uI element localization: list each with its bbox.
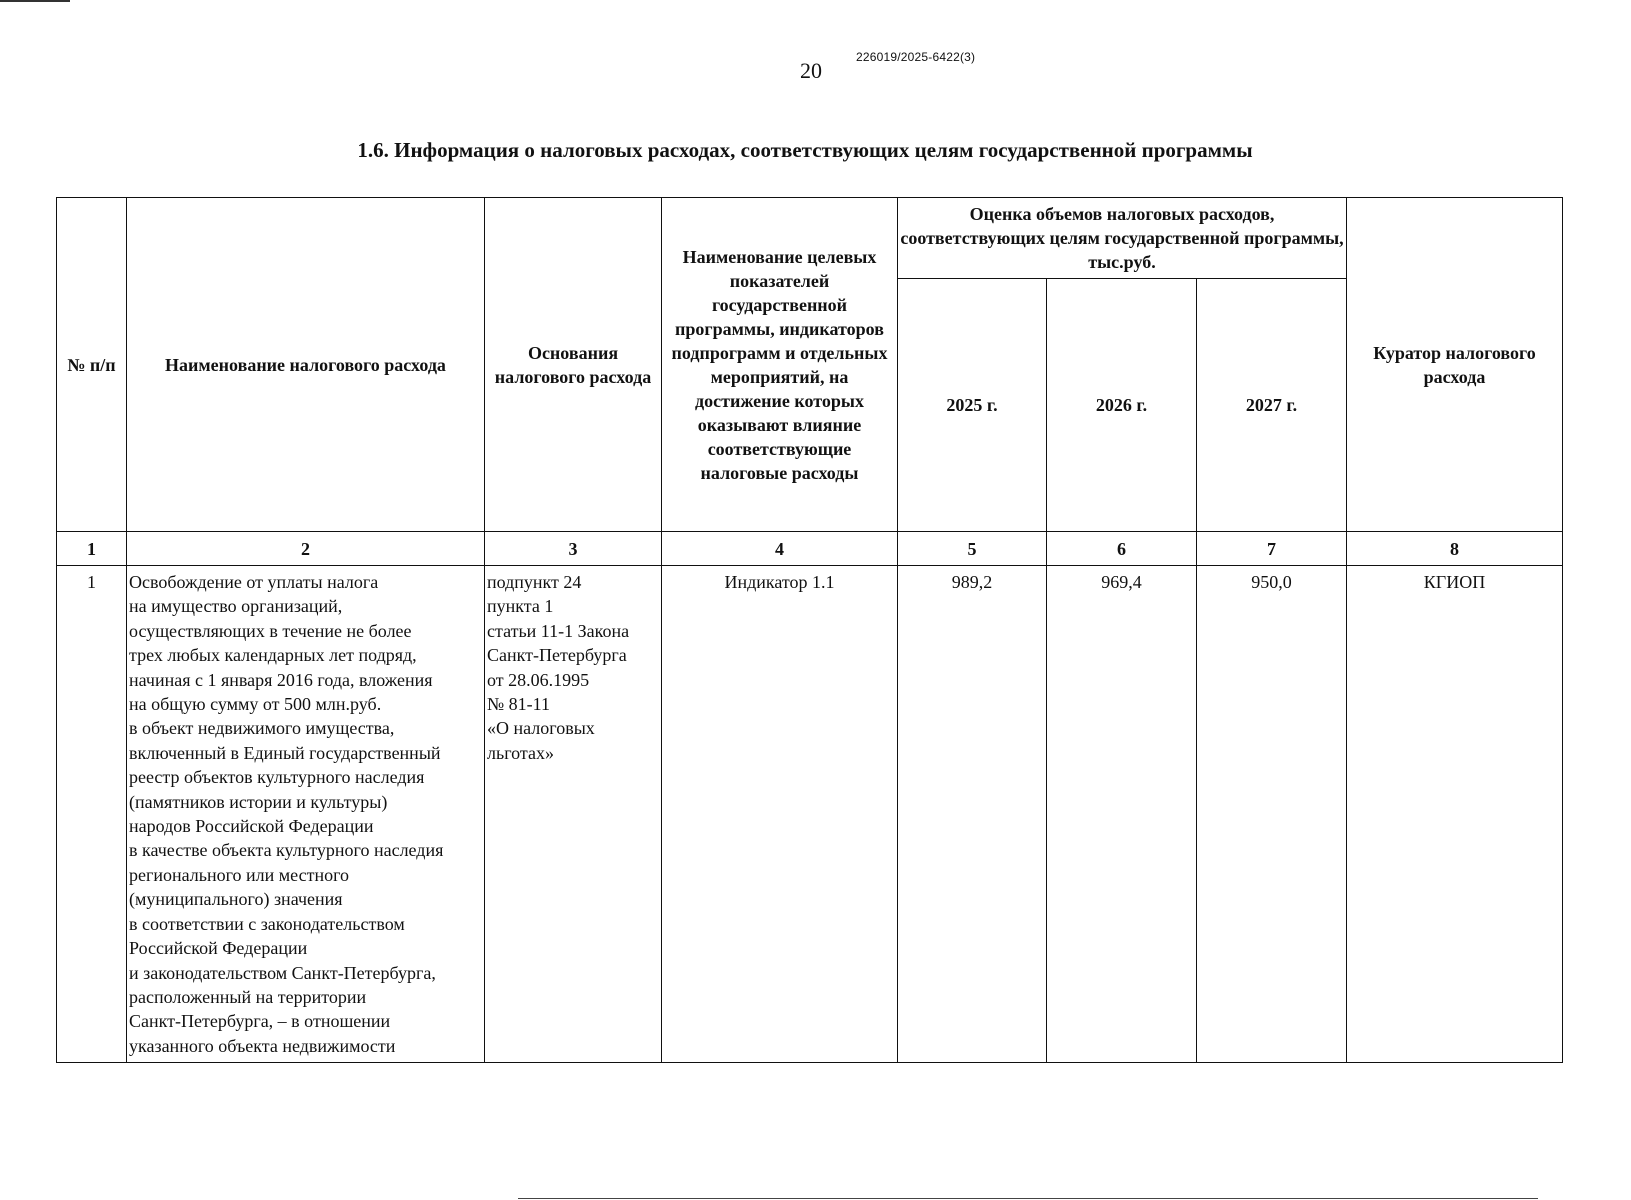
column-number: 4	[662, 532, 898, 566]
column-number: 2	[127, 532, 485, 566]
row-num: 1	[57, 566, 127, 1063]
row-value-2027: 950,0	[1197, 566, 1347, 1063]
header-num: № п/п	[57, 198, 127, 532]
row-value-2025: 989,2	[898, 566, 1047, 1063]
column-number: 3	[485, 532, 662, 566]
table-row	[57, 566, 1563, 1063]
header-year-2025: 2025 г.	[898, 279, 1047, 532]
row-curator: КГИОП	[1347, 566, 1563, 1063]
table-header-row	[57, 198, 1563, 279]
row-value-2026: 969,4	[1047, 566, 1197, 1063]
column-numbers-row	[57, 532, 1563, 566]
header-curator: Куратор налогового расхода	[1347, 198, 1563, 532]
header-estimate: Оценка объемов налоговых расходов, соответствующих целям государственной программы, тыс.руб.	[898, 198, 1347, 279]
row-tax-expenditure-name: Освобождение от уплаты налога на имущество организаций, осуществляющих в течение не более трех любых календарных лет подряд, начиная с 1 января 2016 года, вложения на общую сумму от 500 млн.руб. в объект недвижимого имущества, включенный в Единый государственный реестр объектов культурного наследия (памятников истории и культуры) народов Российской Федерации в качестве объекта культурного наследия регионального или местного (муниципального) значения в соответствии с законодательством Российской Федерации и законодательством Санкт-Петербурга, расположенный на территории Санкт-Петербурга, – в отношении указанного объекта недвижимости	[127, 566, 485, 1063]
column-number: 5	[898, 532, 1047, 566]
tax-expenditure-table	[56, 197, 1563, 1063]
column-number: 1	[57, 532, 127, 566]
column-number: 7	[1197, 532, 1347, 566]
header-name: Наименование налогового расхода	[127, 198, 485, 532]
row-basis: подпункт 24 пункта 1 статьи 11-1 Закона Санкт-Петербурга от 28.06.1995 № 81-11 «О налоговых льготах»	[485, 566, 662, 1063]
document-id: 226019/2025-6422(3)	[856, 50, 976, 64]
column-number: 8	[1347, 532, 1563, 566]
header-indicators: Наименование целевых показателей государственной программы, индикаторов подпрограмм и отдельных мероприятий, на достижение которых оказывают влияние соответствующие налоговые расходы	[662, 198, 898, 532]
header-year-2026: 2026 г.	[1047, 279, 1197, 532]
scan-edge-mark	[0, 0, 70, 2]
section-title: 1.6. Информация о налоговых расходах, соответствующих целям государственной программы	[357, 138, 1253, 162]
header-basis: Основания налогового расхода	[485, 198, 662, 532]
header-year-2027: 2027 г.	[1197, 279, 1347, 532]
page-number: 20	[800, 58, 822, 83]
column-number: 6	[1047, 532, 1197, 566]
row-indicator: Индикатор 1.1	[662, 566, 898, 1063]
scan-edge-line	[518, 1198, 1538, 1199]
